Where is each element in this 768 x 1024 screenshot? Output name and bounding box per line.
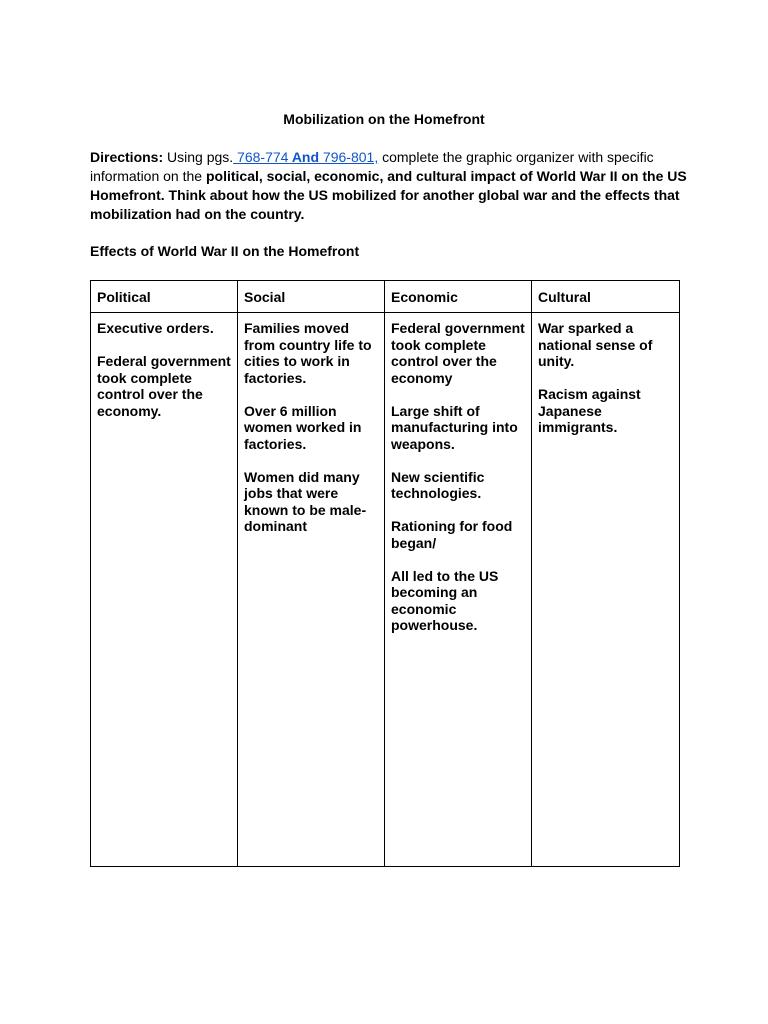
list-item: Families moved from country life to cities to work in factories. [244, 320, 372, 386]
list-item: Federal government took complete control over the economy [391, 320, 525, 386]
list-item: Racism against Japanese immigrants. [538, 386, 641, 435]
header-social: Social [238, 281, 385, 313]
list-item: Rationing for food began/ [391, 518, 513, 551]
list-item: Executive orders. [97, 320, 214, 336]
list-item: Large shift of manufacturing into weapons. [391, 402, 518, 452]
directions-text-before: Using pgs. [163, 149, 234, 165]
directions-label: Directions: [90, 149, 164, 165]
list-item: New scientific technologies. [391, 468, 485, 501]
directions-bold-text: political, social, economic, and cultural impact of World War II on the US Homefront. Think about how the US mobilized for another global war and the effects that mobilization had on the country. [90, 168, 687, 222]
directions-paragraph [90, 148, 690, 224]
header-economic: Economic [385, 281, 532, 313]
page-link-and[interactable]: And [288, 149, 320, 165]
cell-economic [385, 313, 532, 867]
table-header-row [91, 281, 680, 313]
cell-social [238, 313, 385, 867]
page-link-796-801[interactable]: 796-801, [319, 149, 379, 165]
page-title: Mobilization on the Homefront [283, 111, 485, 127]
directions-text-after: complete the graphic organizer with specific information on the [90, 149, 654, 184]
header-cultural: Cultural [532, 281, 680, 313]
table-row [91, 313, 680, 867]
list-item: War sparked a national sense of unity. [538, 320, 653, 369]
list-item: Women did many jobs that were known to be male-dominant [244, 468, 367, 534]
graphic-organizer-table [90, 280, 680, 867]
list-item: Over 6 million women worked in factories. [244, 402, 362, 452]
cell-political [91, 313, 238, 867]
section-heading: Effects of World War II on the Homefront [90, 243, 360, 259]
list-item: Federal government took complete control over the economy. [97, 353, 231, 419]
header-political: Political [91, 281, 238, 313]
cell-cultural [532, 313, 680, 867]
list-item: All led to the US becoming an economic powerhouse. [391, 567, 499, 633]
page-link-768-774[interactable]: 768-774 [233, 149, 289, 165]
